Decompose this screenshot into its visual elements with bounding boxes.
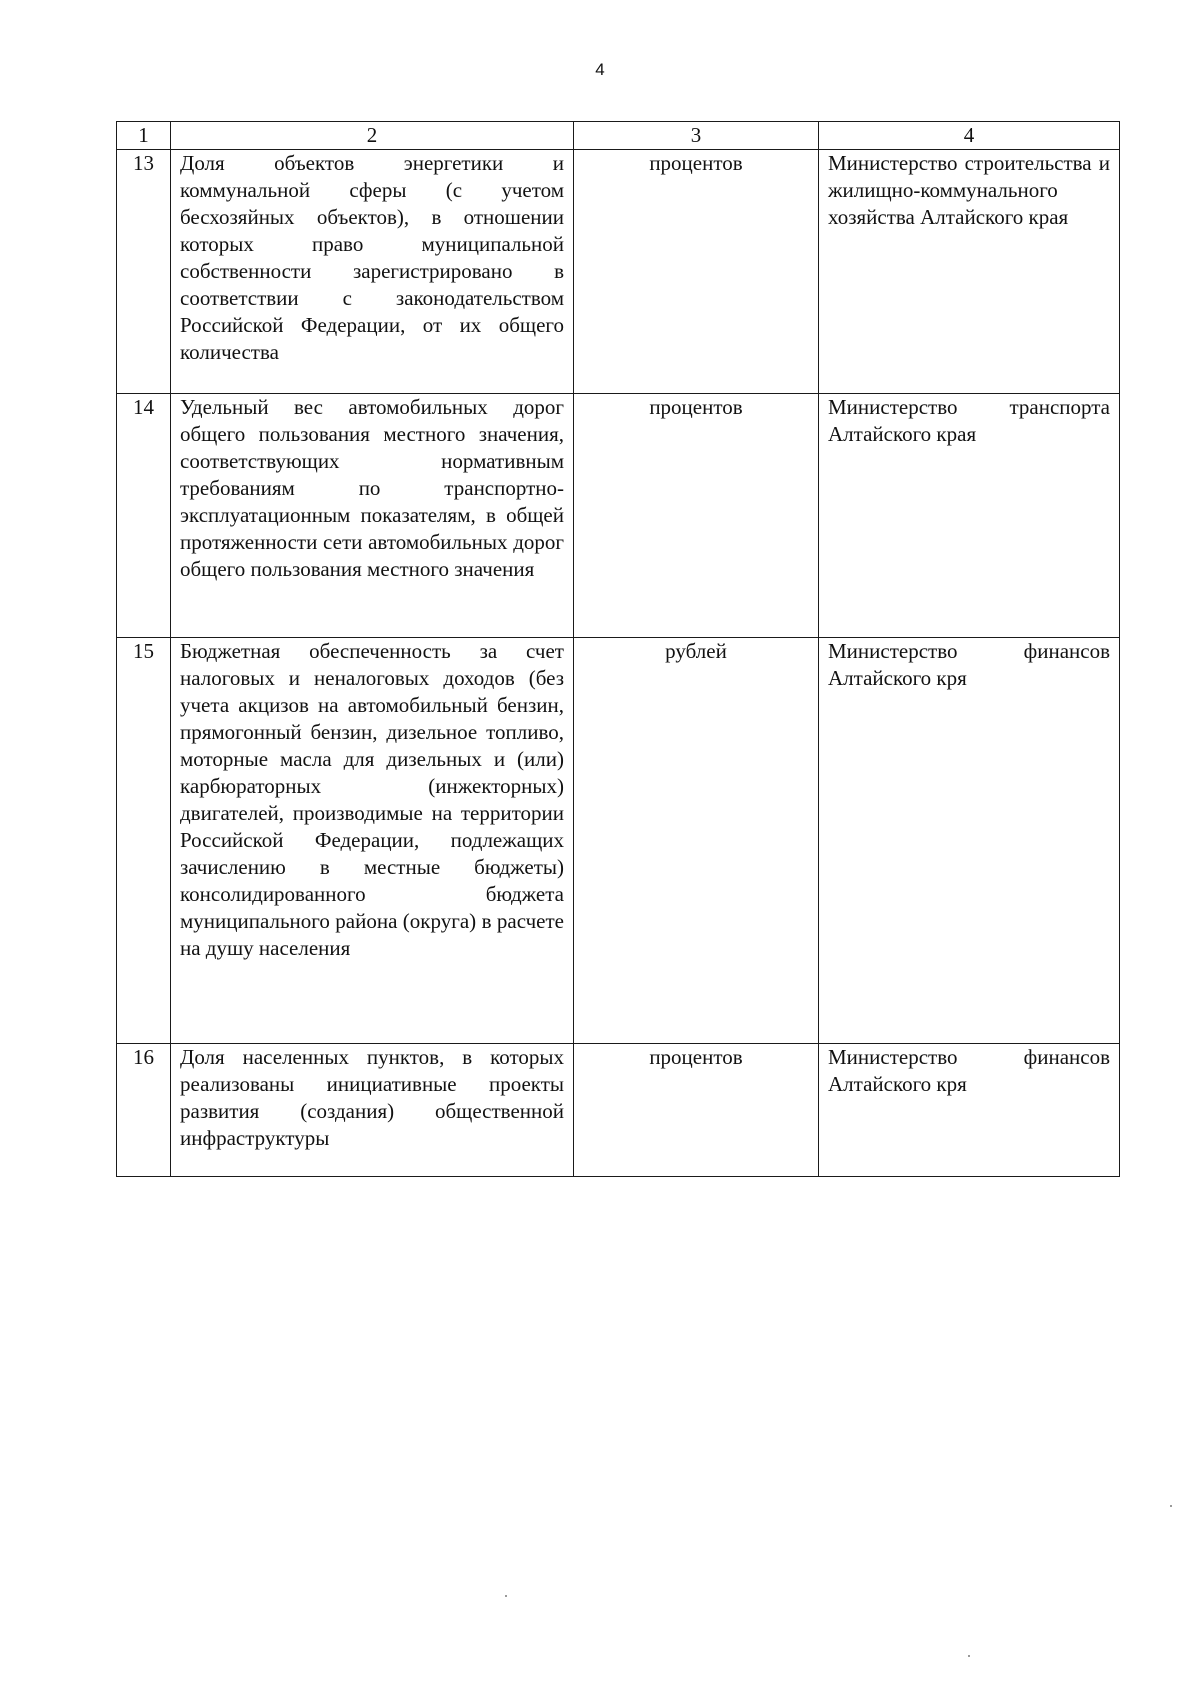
- responsible-ministry: Министерство финансов Алтайского кря: [819, 638, 1120, 1044]
- column-header-1: 1: [117, 122, 171, 150]
- indicator-table: [116, 121, 1120, 1177]
- indicator-name: Доля населенных пунктов, в которых реализованы инициативные проекты развития (создания) общественной инфраструктуры: [171, 1044, 574, 1177]
- unit-of-measure: процентов: [574, 394, 819, 638]
- table-row: [117, 150, 1120, 394]
- row-number: 15: [117, 638, 171, 1044]
- indicator-name: Бюджетная обеспеченность за счет налоговых и неналоговых доходов (без учета акцизов на автомобильный бензин, прямогонный бензин, дизельное топливо, моторные масла для дизельных и (или) карбюраторных (инжекторных) двигателей, производимые на территории Российской Федерации, подлежащих зачислению в местные бюджеты) консолидированного бюджета муниципального района (округа) в расчете на душу населения: [171, 638, 574, 1044]
- row-number: 14: [117, 394, 171, 638]
- page-number: 4: [595, 60, 605, 79]
- unit-of-measure: процентов: [574, 150, 819, 394]
- responsible-ministry: Министерство строительства и жилищно-коммунального хозяйства Алтайского края: [819, 150, 1120, 394]
- row-number: 16: [117, 1044, 171, 1177]
- indicator-name: Доля объектов энергетики и коммунальной сферы (с учетом бесхозяйных объектов), в отношении которых право муниципальной собственности зарегистрировано в соответствии с законодательством Российской Федерации, от их общего количества: [171, 150, 574, 394]
- table-row: [117, 1044, 1120, 1177]
- column-header-2: 2: [171, 122, 574, 150]
- scan-speck: [1170, 1505, 1172, 1507]
- responsible-ministry: Министерство транспорта Алтайского края: [819, 394, 1120, 638]
- unit-of-measure: процентов: [574, 1044, 819, 1177]
- column-header-3: 3: [574, 122, 819, 150]
- unit-of-measure: рублей: [574, 638, 819, 1044]
- table-header-row: [117, 122, 1120, 150]
- table-row: [117, 394, 1120, 638]
- scan-speck: [505, 1595, 507, 1597]
- responsible-ministry: Министерство финансов Алтайского кря: [819, 1044, 1120, 1177]
- scan-speck: [968, 1655, 970, 1657]
- row-number: 13: [117, 150, 171, 394]
- indicator-name: Удельный вес автомобильных дорог общего пользования местного значения, соответствующих нормативным требованиям по транспортно-эксплуатационным показателям, в общей протяженности сети автомобильных дорог общего пользования местного значения: [171, 394, 574, 638]
- table-row: [117, 638, 1120, 1044]
- column-header-4: 4: [819, 122, 1120, 150]
